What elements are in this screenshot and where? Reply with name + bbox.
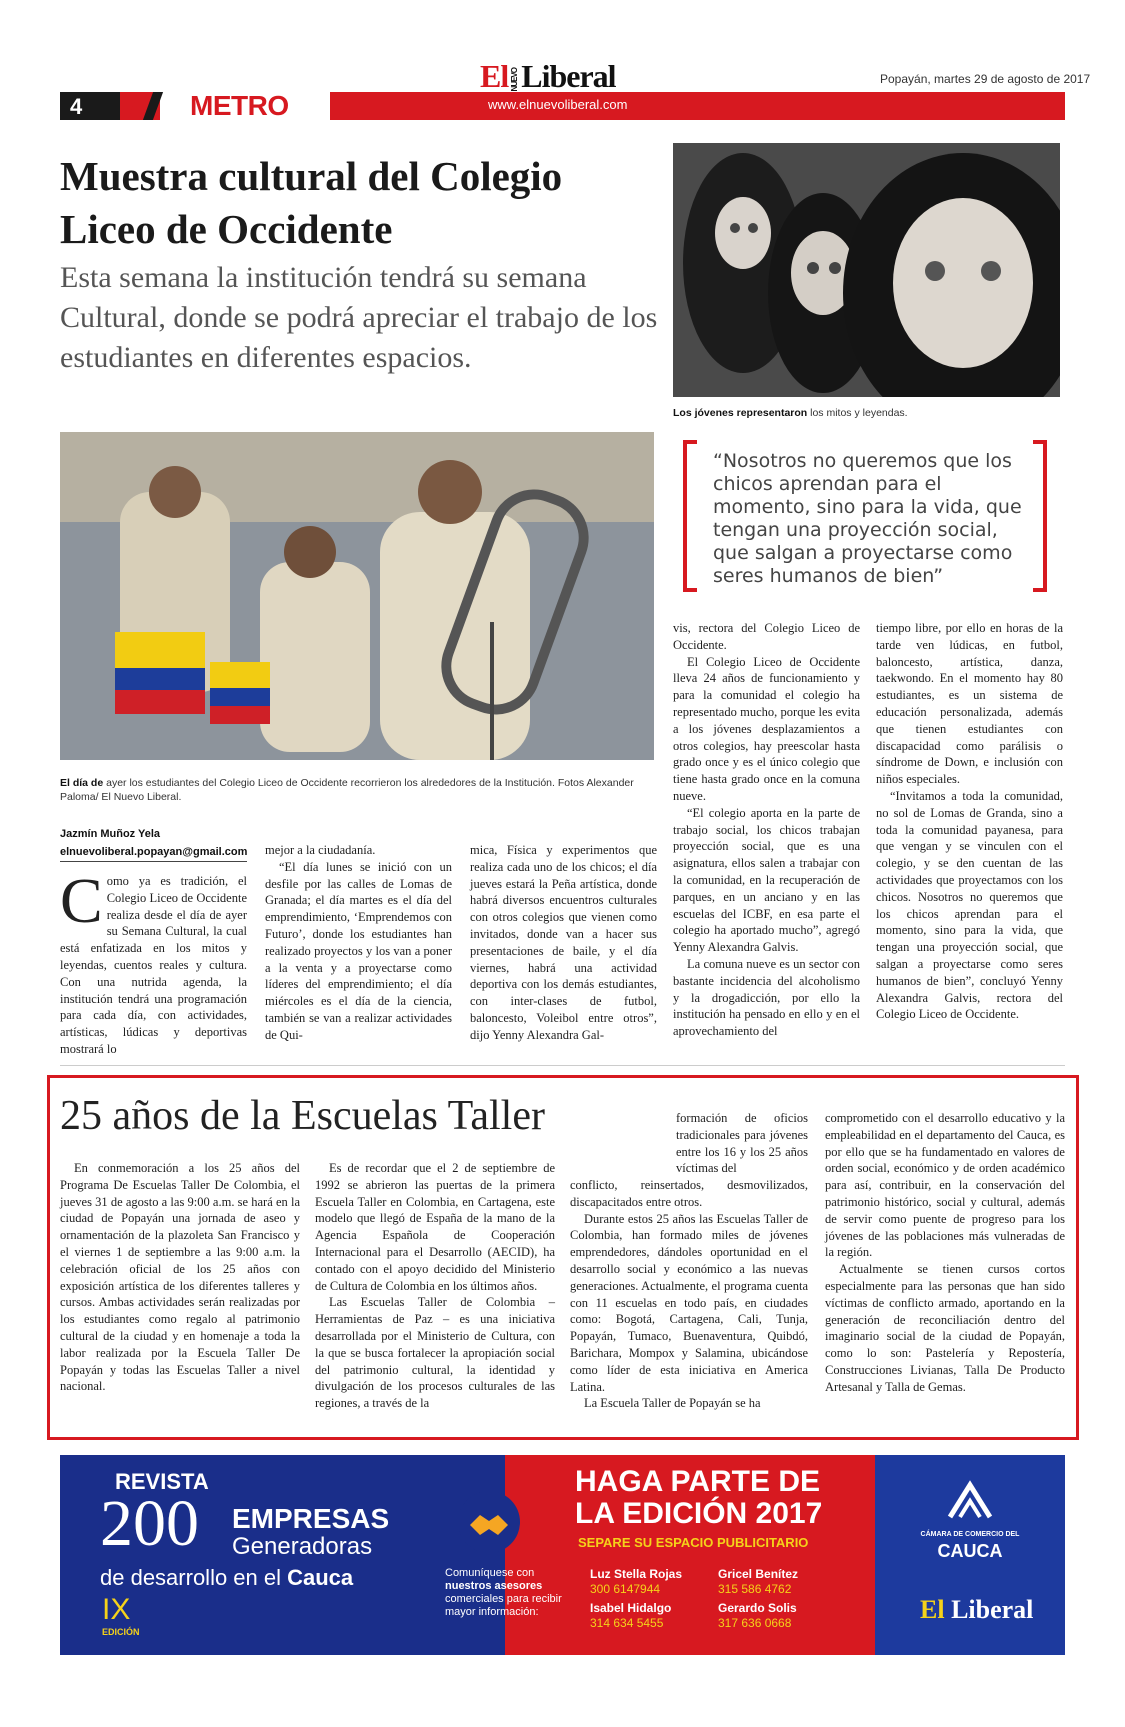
newspaper-logo: El NUEVOLiberal <box>480 58 616 94</box>
box-column-2: Es de recordar que el 2 de septiembre de 1992 se abrieron las puertas de la primera Escuela Taller en Colombia, en Cartagena, este modelo que llegó de España de la mano de la Agencia Española de Cooperación Internacional para el Desarrollo (AECID), ha contado con el apoyo decidido del Ministerio de Cultura de Colombia en los últimos años. Las Escuelas Taller de Colombia – Herramientas de Paz – es una iniciativa desarrollada por el Ministerio de Cultura, con la que se busca fortalecer la apropiación social del patrimonio cultural, la identidad y divulgación de los procesos culturales de las regiones, a través de la <box>315 1161 555 1411</box>
quote-bracket-left <box>683 440 697 592</box>
ad-contact-4: Gerardo Solis 317 636 0668 <box>718 1601 797 1630</box>
advertisement-banner[interactable] <box>60 1455 1065 1655</box>
page-number: 4 <box>60 92 120 120</box>
article-title: Muestra cultural del Colegio Liceo de Occidente <box>60 153 563 252</box>
author-name: Jazmín Muñoz Yela <box>60 828 161 840</box>
pull-quote: “Nosotros no queremos que los chicos aprendan para el momento, sino para la vida, que tengan una proyección social, que salgan a proyectarse como seres humanos de bien” <box>713 450 1022 587</box>
ad-contact-2: Gricel Benítez 315 586 4762 <box>718 1567 799 1596</box>
article-column-3: mica, Física y experimentos que realiza cada uno de los chicos; el día jueves estará la Peña artística, donde habrá diversos encuentros culturales con otros colegios que vienen como invitados, donde van a hacer sus presentaciones de baile, y el día viernes, habrá una actividad deportiva con los demás estudiantes, con inter-clases de futbol, baloncesto, Voleibol entre otros”, dijo Yenny Alexandra Gal- <box>470 843 657 1042</box>
ad-newspaper-logo: El Liberal <box>920 1595 1034 1624</box>
photo1-caption: Los jóvenes representaron los mitos y leyendas. <box>673 407 908 419</box>
ad-revista: REVISTA <box>115 1469 209 1494</box>
photo-parade <box>60 432 654 760</box>
ad-haga-parte: HAGA PARTE DE <box>575 1465 821 1498</box>
ad-contact-1: Luz Stella Rojas 300 6147944 <box>590 1567 683 1596</box>
website-url[interactable]: www.elnuevoliberal.com <box>488 97 628 112</box>
article-deck: Esta semana la institución tendrá su semana Cultural, donde se podrá apreciar el trabajo de los estudiantes en diferentes espacios. <box>60 261 658 374</box>
drop-cap: C <box>60 865 103 936</box>
quote-bracket-right <box>1033 440 1047 592</box>
box-title: 25 años de la Escuelas Taller <box>60 1093 545 1139</box>
author-email[interactable]: elnuevoliberal.popayan@gmail.com <box>60 843 247 862</box>
ad-camara-label: CÁMARA DE COMERCIO DEL <box>920 1531 1020 1538</box>
ad-edition-number: IX <box>102 1593 131 1626</box>
box-column-4: comprometido con el desarrollo educativo y la empleabilidad en el departamento del Cauca, es por ello que se ha fundamentado en valores de orden social, económico y de orden académico para así, contribuir, en la conservación del patrimonio histórico, social y cultural, además de servir como puente de progreso para los jóvenes de las poblaciones más vulneradas de la región. Actualmente se tienen cursos cortos especialmente para las personas que han sido víctimas de conflicto armado, aportando en la generación de reconciliación dentro del imaginario social de la ciudad de Popayán, como lo son: Pastelería y Repostería, Construcciones Livianas, Talla De Producto Artesanal y Talla de Gemas. <box>825 1111 1065 1394</box>
box-column-1: En conmemoración a los 25 años del Programa De Escuelas Taller De Colombia, el jueves 31 de agosto a las 9:00 a.m. se hará en la ciudad de Popayán una jornada de aseo y ornamentación de la plazoleta San Francisco y el viernes 1 de septiembre a las 9:00 a.m. la celebración oficial de los 25 años con exposición artística de los diferentes talleres y cursos. Ambas actividades serán realizadas por los estudiantes como regalo al patrimonio cultural de la ciudad y en homenaje a toda la labor realizada por la Escuela Taller De Popayán y todas las Escuelas Taller a nivel nacional. <box>60 1161 300 1394</box>
photo-youths-costumes <box>673 143 1060 397</box>
byline <box>60 825 247 862</box>
article-column-4: vis, rectora del Colegio Liceo de Occidente. El Colegio Liceo de Occidente lleva 24 años de funcionamiento y para la comunidad el colegio ha representado mucho, porque les evita a los jóvenes desplazamientos a otros colegios, hay preescolar hasta grado once y es el único colegio que tiene hasta grado once en la comuna nueve. “El colegio aporta en la parte de trabajo social, los chicos trabajan proyección social, que es una asignatura, ellos salen a trabajar con la comunidad, en la recuperación de parques, en un anciano y en las escuelas del ICBF, en esa parte el colegio ha aportado mucho”, agregó Yenny Alexandra Galvis. La comuna nueve es un sector con bastante incidencia del alcoholismo y la drogadicción, por ello la institución ha pensado en ello y en el aprovechamiento del <box>673 621 860 1039</box>
ad-edicion: EDICIÓN <box>102 1627 140 1637</box>
box-column-3: conflicto, reinsertados, desmovilizados, discapacitados entre otros. Durante estos 25 años las Escuelas Taller de Colombia, han formado miles de jóvenes emprendedores, dándoles oportunidad en el desarrollo social y económico a las nuevas generaciones. Actualmente, el programa cuenta con 11 escuelas en todo país, en ciudades como: Bogotá, Cartagena, Cali, Tunja, Popayán, Tumaco, Buenaventura, Quibdó, Barichara, Mompox y Salamina, ubicándose como líder de esta iniciativa en America Latina. La Escuela Taller de Popayán se ha <box>570 1178 808 1411</box>
ad-separe: SEPARE SU ESPACIO PUBLICITARIO <box>578 1535 809 1550</box>
dateline: Popayán, martes 29 de agosto de 2017 <box>880 72 1091 86</box>
ad-generadoras: Generadoras <box>232 1533 373 1560</box>
ad-contact-3: Isabel Hidalgo 314 634 5455 <box>590 1601 672 1630</box>
handshake-icon <box>458 1491 520 1553</box>
camara-comercio-logo-icon <box>940 1477 1000 1527</box>
ad-empresas: EMPRESAS <box>232 1503 390 1534</box>
divider-line <box>60 1065 1065 1066</box>
box-column-3-top: formación de oficios tradicionales para jóvenes entre los 16 y los 25 años víctimas del <box>676 1111 808 1176</box>
article-column-2: mejor a la ciudadanía. “El día lunes se inició con un desfile por las calles de Lomas de Granada; el día martes es el día del emprendimiento, ‘Emprendemos con Futuro’, donde los estudiantes han realizado proyectos y los van a poner a la venta y a proyectarse como líderes del emprendimiento; el día miércoles es el día de la ciencia, también se van a realizar actividades de Qui- <box>265 843 452 1042</box>
ad-200: 200 <box>100 1487 199 1560</box>
ad-contact-text: Comuníquese con nuestros asesores comerciales para recibir mayor información: <box>445 1567 562 1618</box>
ad-desarrollo: de desarrollo en el Cauca <box>100 1565 354 1590</box>
ad-camara-cauca: CAUCA <box>937 1541 1003 1561</box>
photo2-caption: El día de ayer los estudiantes del Colegio Liceo de Occidente recorrieron los alrededores de la Institución. Fotos Alexander Paloma/ El Nuevo Liberal. <box>60 777 634 803</box>
article-column-1: Como ya es tradición, el Colegio Liceo de Occidente realiza desde el día de ayer su Semana Cultural, la cual está enfatizada en los mitos y leyendas, cuentos reales y cultura. Con una nutrida agenda, la institución tendrá una programación para cada día, con actividades, artísticas, lúdicas y deportivas mostrará lo <box>60 865 247 1056</box>
article-column-5: tiempo libre, por ello en horas de la tarde ven lúdicas, en futbol, baloncesto, artística, danza, taekwondo. En el momento hay 80 estudiantes, es un sistema de educación personalizada, además que tienen estudiantes con discapacidad como parálisis o síndrome de Down, e inclusión con niños especiales. “Invitamos a toda la comunidad, no sol de Lomas de Granda, sino a toda la comunidad payanesa, para que vengan y se vinculen con el colegio, y se den cuentan de las actividades que proyectamos con los chicos. Nosotros no queremos que los chicos aprendan para el momento, sino para la vida, que tengan una proyección social, que salgan a proyectarse como seres humanos de bien”, concluyó Yenny Alexandra Galvis, rectora del Colegio Liceo de Occidente. <box>876 621 1063 1022</box>
ad-edicion-2017: LA EDICIÓN 2017 <box>575 1497 823 1530</box>
section-title: METRO <box>190 90 289 121</box>
